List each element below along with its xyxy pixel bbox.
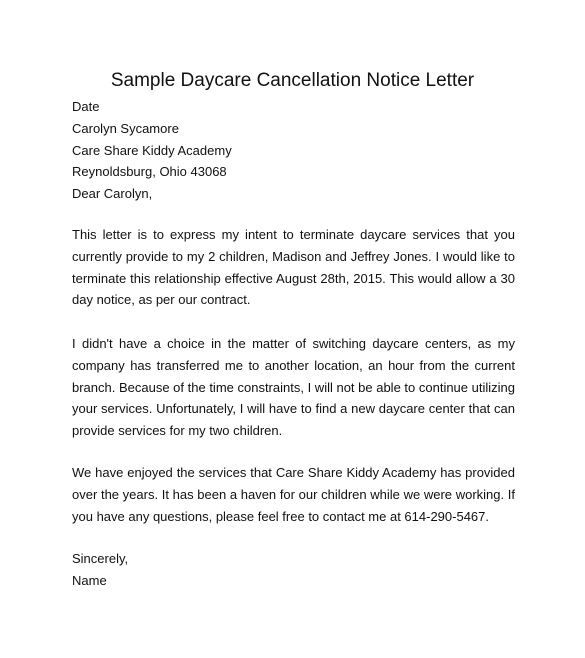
date-line: Date: [72, 99, 100, 114]
paragraph-2: I didn't have a choice in the matter of switching daycare centers, as my company has transferred me to another location, an hour from the current branch. Because of the time constraints, I will not be able to continue utilizing your services. Unfortunately, I will have to find a new daycare center that can provide services for my two children.: [72, 336, 515, 439]
recipient-name: Carolyn Sycamore: [72, 120, 179, 136]
paragraph-1: This letter is to express my intent to terminate daycare services that you currently provide to my 2 children, Madison and Jeffrey Jones. I would like to terminate this relationship effective August 28th, 2015. This would allow a 30 day notice, as per our contract.: [72, 227, 515, 308]
recipient-address: Reynoldsburg, Ohio 43068: [72, 164, 227, 180]
letter-title: Sample Daycare Cancellation Notice Letter: [110, 70, 475, 91]
signature-name: Name: [72, 572, 107, 588]
closing-line: Sincerely,: [72, 551, 129, 566]
recipient-organization: Care Share Kiddy Academy: [72, 142, 232, 158]
letter-closing: [72, 548, 515, 592]
paragraph-3: We have enjoyed the services that Care Share Kiddy Academy has provided over the years. It has been a haven for our children while we were working. If you have any questions, please feel free to contact me at 614-290-5467.: [72, 465, 515, 524]
letter-header: [72, 96, 515, 205]
salutation: Dear Carolyn,: [72, 186, 153, 202]
